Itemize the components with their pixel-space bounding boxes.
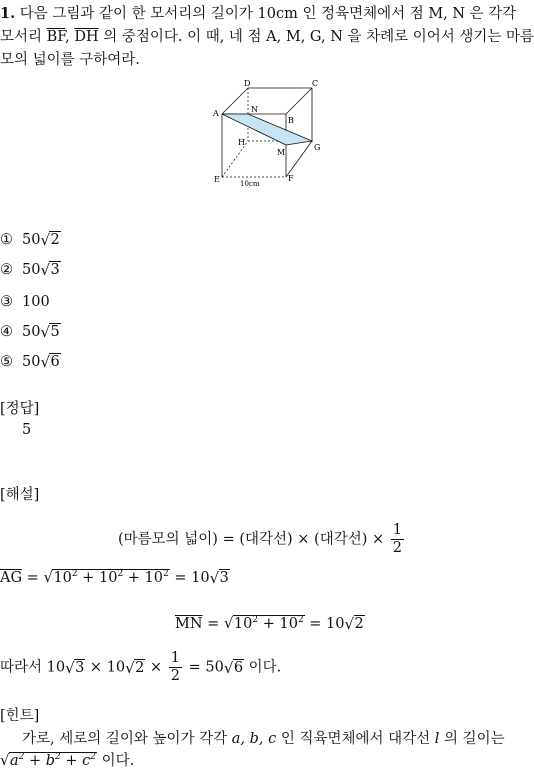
label-c: C bbox=[312, 79, 319, 88]
hint-text: 가로, 세로의 길이와 높이가 각각 bbox=[22, 731, 232, 747]
ag-equation bbox=[0, 569, 230, 586]
label-h: H bbox=[238, 138, 245, 147]
result: = 10 bbox=[304, 615, 345, 632]
hint-variable-l: l bbox=[434, 731, 440, 747]
hint-text: 인 직육면체에서 대각선 bbox=[276, 731, 435, 747]
segment-bf: $\overline{BF}$ bbox=[46, 29, 66, 45]
fraction-half bbox=[391, 522, 404, 557]
label-b: B bbox=[288, 116, 294, 125]
fraction-half bbox=[169, 650, 182, 685]
choice-1[interactable] bbox=[0, 232, 61, 248]
choice-3-value: 100 bbox=[22, 294, 50, 310]
choice-2-radicand: 3 bbox=[50, 262, 60, 278]
conclusion-part: × bbox=[145, 659, 167, 676]
term: + 10 bbox=[77, 569, 118, 586]
term: + 10 bbox=[258, 615, 298, 632]
mn-equation bbox=[175, 615, 365, 632]
label-e: E bbox=[214, 175, 220, 184]
label-n: N bbox=[251, 105, 258, 114]
sqrt-sign bbox=[65, 660, 85, 676]
fraction-denominator: 2 bbox=[170, 668, 180, 684]
exponent: 2 bbox=[55, 752, 61, 763]
question-text-part1: 다음 그림과 같이 한 모서리의 길이가 10cm 인 정육면체에서 점 M, N 은 각각 모서리 bbox=[0, 6, 517, 45]
hint-heading: [힌트] bbox=[0, 708, 40, 724]
radicand: 2 bbox=[135, 659, 145, 676]
answer-heading: [정답] bbox=[0, 401, 40, 417]
term: + b bbox=[24, 753, 56, 769]
radicand: 2 bbox=[354, 615, 364, 632]
edge-length-label: 10cm bbox=[240, 180, 260, 188]
equals: = bbox=[202, 615, 224, 632]
area-formula bbox=[118, 522, 406, 557]
exponent: 2 bbox=[18, 752, 25, 763]
choice-2-coef: 50 bbox=[22, 262, 41, 278]
choice-1-radicand: 2 bbox=[50, 232, 60, 248]
sqrt-sign bbox=[40, 262, 60, 278]
hint-text: 의 길이는 bbox=[439, 731, 505, 747]
choice-4-coef: 50 bbox=[22, 324, 41, 340]
choice-4-radicand: 5 bbox=[50, 324, 60, 340]
label-a: A bbox=[213, 109, 219, 118]
choice-4[interactable] bbox=[0, 324, 61, 340]
question-number: 1. bbox=[0, 5, 16, 22]
choice-2[interactable] bbox=[0, 262, 61, 278]
exponent: 2 bbox=[71, 569, 78, 579]
choice-1-mark: ① bbox=[0, 232, 13, 248]
sqrt-sign bbox=[0, 752, 97, 769]
choice-5-coef: 50 bbox=[22, 354, 41, 370]
fraction-denominator: 2 bbox=[392, 540, 402, 556]
conclusion-part: × 10 bbox=[85, 659, 126, 676]
conclusion bbox=[0, 650, 281, 685]
sqrt-sign bbox=[43, 569, 169, 586]
fraction-numerator: 1 bbox=[392, 522, 402, 538]
term: 10 bbox=[233, 615, 253, 632]
sqrt-sign bbox=[125, 660, 145, 676]
segment-ag: $\overline{AG}$ bbox=[0, 569, 23, 586]
choice-4-mark: ④ bbox=[0, 324, 13, 340]
choice-3-mark: ③ bbox=[0, 294, 13, 310]
solution-heading: [해설] bbox=[0, 487, 40, 503]
choice-2-mark: ② bbox=[0, 262, 13, 278]
cube-figure bbox=[210, 78, 328, 190]
sqrt-sign bbox=[345, 616, 365, 632]
answer-value: 5 bbox=[22, 422, 32, 438]
choice-5[interactable] bbox=[0, 354, 61, 370]
radicand: 3 bbox=[75, 659, 85, 676]
segment-mn: $\overline{MN}$ bbox=[175, 615, 203, 632]
equals: = bbox=[22, 569, 44, 586]
hint-line-2 bbox=[0, 749, 134, 770]
exponent: 2 bbox=[163, 569, 169, 579]
choice-5-mark: ⑤ bbox=[0, 354, 13, 370]
result: = 10 bbox=[169, 569, 210, 586]
sqrt-sign bbox=[40, 232, 60, 248]
hint-text: 이다. bbox=[97, 753, 135, 769]
hint-variables: a, b, c bbox=[231, 731, 277, 747]
exponent: 2 bbox=[117, 569, 124, 579]
conclusion-part: 이다. bbox=[244, 659, 282, 676]
area-formula-text: (마름모의 넓이) = (대각선) × (대각선) × bbox=[118, 531, 389, 548]
term: 10 bbox=[53, 569, 72, 586]
exponent: 2 bbox=[252, 615, 259, 625]
radicand: 3 bbox=[219, 569, 229, 586]
question-text-part2: 의 중점이다. 이 때, 네 점 A, M, G, N 을 차례로 이어서 생기는 마름모의 넓이를 구하여라. bbox=[0, 29, 534, 68]
sqrt-sign bbox=[224, 660, 244, 676]
sqrt-sign bbox=[210, 570, 230, 586]
radicand: 6 bbox=[233, 659, 244, 676]
term: + 10 bbox=[123, 569, 164, 586]
term: a bbox=[10, 753, 19, 769]
sqrt-sign bbox=[40, 324, 60, 340]
comma: , bbox=[65, 29, 75, 45]
fraction-numerator: 1 bbox=[170, 650, 180, 666]
choice-5-radicand: 6 bbox=[50, 354, 60, 370]
conclusion-part: = 50 bbox=[184, 659, 224, 676]
label-g: G bbox=[314, 143, 321, 152]
segment-dh: $\overline{DH}$ bbox=[74, 29, 99, 45]
label-f: F bbox=[288, 174, 294, 183]
term: + c bbox=[60, 753, 91, 769]
choice-1-coef: 50 bbox=[22, 232, 41, 248]
sqrt-sign bbox=[224, 615, 305, 632]
hint-line-1 bbox=[22, 727, 505, 748]
conclusion-part: 따라서 10 bbox=[0, 659, 66, 676]
label-m: M bbox=[277, 148, 286, 157]
question-text bbox=[0, 2, 534, 72]
label-d: D bbox=[244, 79, 251, 88]
sqrt-sign bbox=[40, 354, 60, 370]
exponent: 2 bbox=[90, 752, 97, 763]
exponent: 2 bbox=[297, 615, 304, 625]
choice-3[interactable] bbox=[0, 294, 50, 310]
